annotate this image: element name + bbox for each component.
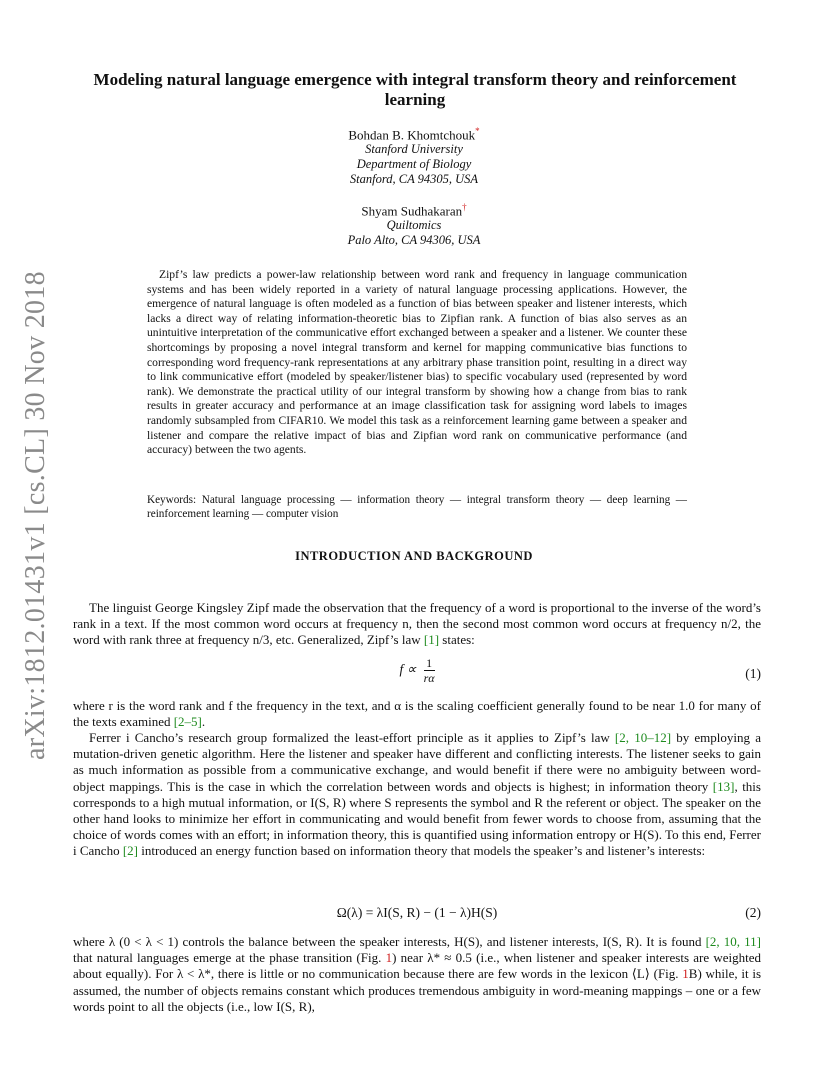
fraction-denominator: rα [423,671,435,685]
arxiv-identifier-stamp[interactable]: arXiv:1812.01431v1 [cs.CL] 30 Nov 2018 [20,271,51,760]
fraction-numerator: 1 [424,656,435,671]
intro-paragraph-1: The linguist George Kingsley Zipf made the observation that the frequency of a word is proportional to the inverse of the word’s rank in a text. If the most common word occurs at frequency n, then the second most common word occurs at frequency n/2, the word with rank three at frequency n/3, etc. Generalized, Zipf’s law [1] states: [73,600,761,648]
section-heading: INTRODUCTION AND BACKGROUND [295,549,533,563]
equation-number: (1) [745,666,761,681]
citation-link[interactable]: [2–5] [173,714,202,730]
equation-lhs: f ∝ [399,661,417,677]
author-name: Bohdan B. Khomtchouk* [348,126,480,143]
author-affiliation-line: Stanford, CA 94305, USA [349,172,479,187]
equation-body: Ω(λ) = λI(S, R) − (1 − λ)H(S) [336,905,498,920]
citation-link[interactable]: [2, 10–12] [614,730,672,745]
citation-link[interactable]: [2] [122,843,138,859]
citation-link[interactable]: [1] [423,632,440,648]
footnote-mark[interactable]: † [462,202,467,212]
author-affiliation-line: Stanford University [365,142,463,157]
author-block-1 [0,124,828,187]
figure-reference-link[interactable]: 1 [682,966,689,982]
footnote-mark[interactable]: * [475,126,480,136]
author-affiliation-line: Palo Alto, CA 94306, USA [347,233,481,248]
author-affiliation-line: Quiltomics [386,218,442,233]
intro-paragraph-3: Ferrer i Cancho’s research group formalized the least-effort principle as it applies to Zipf’s law [2, 10–12] by employing a mutation-driven genetic algorithm. Here the listener and speaker have different and conflicting interests. The listener seeks to gain as much information as possible from a communicative exchange, and would benefit if there were no ambiguity between word-object mappings. This is the case in which the correlation between words and objects is highest; in information theory [13], this corresponds to a high mutual information, or I(S, R) where S represents the symbol and R the referent or object. The speaker on the other hand looks to minimize her effort in communicating and would benefit from fewer words to choose from, assuming that the choice of words comes with an effort; in information theory, this is quantified using information entropy or H(S). To this end, Ferrer i Cancho [2] introduced an energy function based on information theory that models the speaker’s and listener’s interests: [73,730,761,859]
citation-link[interactable]: [2, 10, 11] [705,934,761,949]
abstract: Zipf’s law predicts a power-law relationship between word rank and frequency in language communication systems and has been widely reported in a variety of natural language processing applications. However, the emergence of natural language is often modeled as a function of bias between speaker and listener interests, which lacks a direct way of relating information-theoretic bias to Zipfian rank. A function of bias also serves as an unintuitive interpretation of the communicative effort exchanged between a speaker and a listener. We counter these shortcomings by proposing a novel integral transform and kernel for mapping communicative bias functions to corresponding word frequency-rank representations at any arbitrary phase transition point, resulting in a direct way to link communicative effort (modeled by speaker/listener bias) to specific vocabulary used (represented by word rank). We demonstrate the practical utility of our integral transform by showing how a change from bias to rank results in greater accuracy and performance at an image classification task for assigning word labels to images randomly subsampled from CIFAR10. We model this task as a reinforcement learning game between a speaker and listener and compare the relative impact of bias and Zipfian word rank on communicative performance (and accuracy) between the two agents. [147,268,687,457]
author-affiliation-line: Department of Biology [356,157,472,172]
equation-number: (2) [745,905,761,920]
equation-1 [73,656,761,692]
author-block-2 [0,200,828,248]
figure-reference-link[interactable]: 1 [385,950,393,966]
keywords: Keywords: Natural language processing — information theory — integral transform theory — deep learning — reinforcement learning — computer vision [147,494,687,520]
intro-paragraph-4: where λ (0 < λ < 1) controls the balance between the speaker interests, H(S), and listener interests, I(S, R). It is found [2, 10, 11] that natural languages emerge at the phase transition (Fig. 1) near λ* ≈ 0.5 (i.e., when listener and speaker interests are weighted about equally). For λ < λ*, there is little or no communication because there are few words in the lexicon ⟨L⟩ (Fig. 1B) while, it is assumed, the number of objects remains constant which produces tremendous ambiguity in word-meaning mappings – one or a few words point to all the objects (i.e., low I(S, R), [73,934,762,1014]
equation-2 [73,905,761,925]
equation-fraction [424,656,435,685]
citation-link[interactable]: [13] [712,778,735,794]
paper-title: Modeling natural language emergence with integral transform theory and reinforcement learning [93,70,737,109]
intro-paragraph-2: where r is the word rank and f the frequency in the text, and α is the scaling coefficient generally found to be near 1.0 for many of the texts examined [2–5]. [73,698,761,730]
author-name: Shyam Sudhakaran† [361,202,467,219]
